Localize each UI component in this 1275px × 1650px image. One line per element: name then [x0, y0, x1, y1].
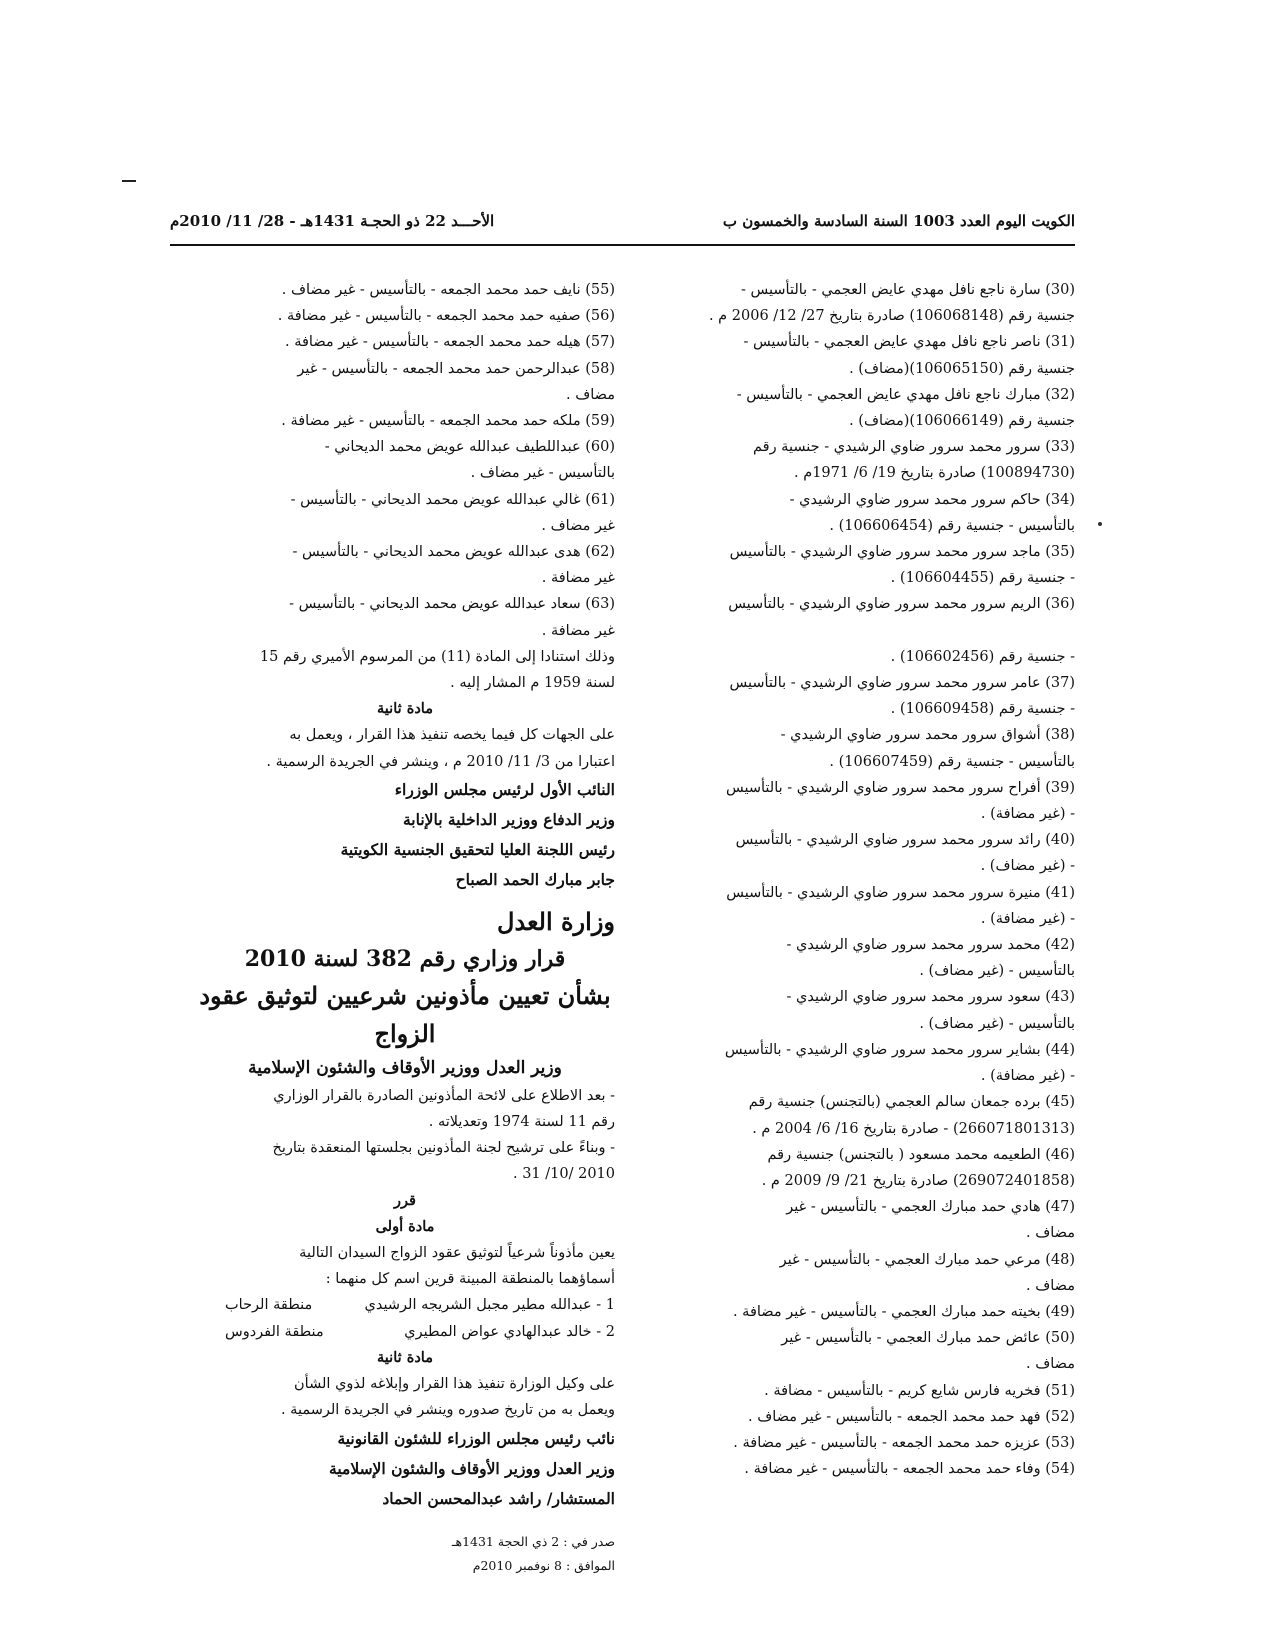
- text-line: (32) مبارك ناجع نافل مهدي عايض العجمي - بالتأسيس -: [736, 386, 1075, 403]
- preamble: [195, 1083, 615, 1188]
- text-line: (35) ماجد سرور محمد سرور ضاوي الرشيدي - بالتأسيس: [729, 544, 1075, 561]
- signature-line: المستشار/ راشد عبدالمحسن الحماد: [382, 1488, 615, 1508]
- page-header: [170, 212, 1075, 242]
- ministry-heading: وزارة العدل: [497, 906, 615, 936]
- text-line: مضاف .: [565, 386, 615, 403]
- issued-date: [195, 1530, 615, 1578]
- text-line: (37) عامر سرور محمد سرور ضاوي الرشيدي - بالتأسيس: [729, 675, 1075, 692]
- text-line: (38) أشواق سرور محمد سرور ضاوي الرشيدي -: [780, 727, 1075, 744]
- text-line: بالتأسيس - جنسية رقم (106606454) .: [829, 517, 1075, 534]
- text-line: - (غير مضاف) .: [980, 858, 1075, 875]
- text-line: (45) برده جمعان سالم العجمي (بالتجنس) جنسية رقم: [748, 1094, 1075, 1111]
- text-line: بالتأسيس - جنسية رقم (106607459) .: [829, 753, 1075, 770]
- text-line: (41) منيرة سرور محمد سرور ضاوي الرشيدي - بالتأسيس: [726, 884, 1075, 901]
- text-line: (53) عزيزه حمد محمد الجمعه - بالتأسيس - غير مضافة .: [733, 1434, 1075, 1451]
- decree-issuer: وزير العدل ووزير الأوقاف والشئون الإسلامية: [248, 1057, 562, 1078]
- signature-line: وزير الدفاع ووزير الداخلية بالإنابة: [403, 809, 615, 829]
- signature-line: رئيس اللجنة العليا لتحقيق الجنسية الكويتية: [340, 839, 615, 859]
- text-line: (48) مرعي حمد مبارك العجمي - بالتأسيس - غير: [779, 1251, 1075, 1268]
- text-line: - وبناءً على ترشيح لجنة المأذونين بجلستها المنعقدة بتاريخ: [272, 1140, 615, 1157]
- text-line: (60) عبداللطيف عبدالله عويض محمد الديحاني -: [324, 439, 615, 456]
- text-line: - جنسية رقم (106609458) .: [890, 701, 1075, 718]
- text-line: (39) أفراح سرور محمد سرور ضاوي الرشيدي - بالتأسيس: [725, 779, 1075, 796]
- text-line: مضاف .: [1025, 1356, 1075, 1373]
- text-line: - (غير مضافة) .: [980, 910, 1075, 927]
- text-line: (47) هادي حمد مبارك العجمي - بالتأسيس - غير: [786, 1199, 1075, 1216]
- text-line: (34) حاكم سرور محمد سرور ضاوي الرشيدي -: [789, 491, 1075, 508]
- signature-block-2: [195, 1424, 615, 1514]
- text-line: أسماؤهما بالمنطقة المبينة قرين اسم كل منهما :: [325, 1271, 615, 1288]
- decree-subject: بشأن تعيين مأذونين شرعيين لتوثيق عقود الزواج: [199, 980, 611, 1048]
- text-line: ويعمل به من تاريخ صدوره وينشر في الجريدة الرسمية .: [280, 1402, 615, 1419]
- text-line: غير مضاف .: [541, 517, 615, 534]
- text-line: (266071801313) - صادرة بتاريخ 16/ 6/ 2004 م .: [752, 1120, 1075, 1137]
- article2-heading: مادة ثانية: [377, 700, 433, 718]
- text-line: بالتأسيس - (غير مضاف) .: [919, 963, 1075, 980]
- article2b-heading: مادة ثانية: [377, 1348, 433, 1366]
- signature-block-1: [195, 775, 615, 895]
- text-line: على وكيل الوزارة تنفيذ هذا القرار وإبلاغه لذوي الشأن: [294, 1376, 615, 1393]
- text-line: (42) محمد سرور محمد سرور ضاوي الرشيدي -: [786, 937, 1075, 954]
- appointee-name: 2 - خالد عبدالهادي عواض المطيري: [404, 1323, 615, 1340]
- appointee-row: [195, 1292, 615, 1318]
- article1-heading: مادة أولى: [375, 1217, 435, 1235]
- text-line: غير مضافة .: [541, 622, 615, 639]
- text-line: (44) بشاير سرور محمد سرور ضاوي الرشيدي - بالتأسيس: [724, 1041, 1075, 1058]
- text-line: رقم 11 لسنة 1974 وتعديلاته .: [428, 1114, 615, 1131]
- text-line: (62) هدى عبدالله عويض محمد الديحاني - بالتأسيس -: [292, 544, 615, 561]
- text-line: (61) غالي عبدالله عويض محمد الديحاني - بالتأسيس -: [290, 491, 615, 508]
- text-line: (269072401858) صادرة بتاريخ 21/ 9/ 2009 م .: [761, 1172, 1075, 1189]
- text-line: على الجهات كل فيما يخصه تنفيذ هذا القرار ، ويعمل به: [289, 727, 615, 744]
- text-line: وذلك استنادا إلى المادة (11) من المرسوم الأميري رقم 15: [259, 648, 615, 665]
- text-line: (33) سرور محمد سرور ضاوي الرشيدي - جنسية رقم: [752, 439, 1075, 456]
- text-line: - جنسية رقم (106602456) .: [890, 648, 1075, 665]
- decided-heading: قرر: [394, 1191, 416, 1209]
- text-line: (40) رائد سرور محمد سرور ضاوي الرشيدي - بالتأسيس: [735, 832, 1075, 849]
- issued-line: الموافق : 8 نوفمبر 2010م: [472, 1557, 615, 1573]
- text-line: (31) ناصر ناجع نافل مهدي عايض العجمي - بالتأسيس -: [743, 334, 1075, 351]
- header-rule: [170, 244, 1075, 246]
- text-line: (49) بخيته حمد مبارك العجمي - بالتأسيس - غير مضافة .: [732, 1303, 1075, 1320]
- text-line: [640, 618, 1075, 644]
- text-line: 2010 /10/ 31 .: [512, 1166, 615, 1183]
- text-line: (30) سارة ناجع نافل مهدي عايض العجمي - بالتأسيس -: [741, 282, 1075, 298]
- appointee-area: منطقة الرحاب: [225, 1297, 313, 1314]
- text-line: لسنة 1959 م المشار إليه .: [450, 675, 615, 692]
- text-line: (100894730) صادرة بتاريخ 19/ 6/ 1971م .: [794, 465, 1075, 482]
- text-line: (36) الريم سرور محمد سرور ضاوي الرشيدي - بالتأسيس: [728, 596, 1075, 613]
- text-line: - جنسية رقم (106604455) .: [890, 570, 1075, 587]
- text-line: مضاف .: [1025, 1225, 1075, 1242]
- signature-line: النائب الأول لرئيس مجلس الوزراء: [394, 779, 615, 799]
- signature-line: وزير العدل ووزير الأوقاف والشئون الإسلامية: [329, 1458, 615, 1478]
- margin-mark: [122, 180, 136, 182]
- text-line: جنسية رقم (106068148) صادرة بتاريخ 27/ 12/ 2006 م .: [708, 308, 1075, 325]
- text-line: (56) صفيه حمد محمد الجمعه - بالتأسيس - غير مضافة .: [277, 308, 615, 325]
- issued-line: صدر في : 2 ذي الحجة 1431هـ: [451, 1533, 615, 1549]
- text-line: بالتأسيس - (غير مضاف) .: [919, 1015, 1075, 1032]
- text-line: (59) ملكه حمد محمد الجمعه - بالتأسيس - غير مضافة .: [281, 413, 615, 430]
- text-line: (55) نايف حمد محمد الجمعه - بالتأسيس - غير مضاف .: [281, 282, 615, 298]
- header-issue-info: الكويت اليوم العدد 1003 السنة السادسة والخمسون ب: [722, 212, 1075, 230]
- appointee-area: منطقة الفردوس: [225, 1323, 324, 1340]
- article1-text: [195, 1240, 615, 1292]
- text-line: (46) الطعيمه محمد مسعود ( بالتجنس) جنسية رقم: [767, 1146, 1075, 1163]
- text-line: (52) فهد حمد محمد الجمعه - بالتأسيس - غير مضاف .: [748, 1408, 1075, 1425]
- scan-speck: [1098, 522, 1102, 526]
- text-line: بالتأسيس - غير مضاف .: [470, 465, 615, 482]
- text-line: (58) عبدالرحمن حمد محمد الجمعه - بالتأسيس - غير: [297, 360, 615, 377]
- signature-line: نائب رئيس مجلس الوزراء للشئون القانونية: [337, 1428, 615, 1448]
- left-column: [195, 277, 615, 1578]
- appointees-list: [195, 1292, 615, 1344]
- right-column: [640, 277, 1075, 1482]
- decree-title: قرار وزاري رقم 382 لسنة 2010: [244, 945, 566, 972]
- text-line: اعتبارا من 3/ 11/ 2010 م ، وينشر في الجريدة الرسمية .: [266, 753, 615, 770]
- left-top-list: [195, 277, 615, 696]
- text-line: مضاف .: [1025, 1277, 1075, 1294]
- text-line: (51) فخريه فارس شايع كريم - بالتأسيس - مضافة .: [764, 1382, 1075, 1399]
- text-line: جنسية رقم (106065150)(مضاف) .: [849, 360, 1075, 377]
- text-line: جنسية رقم (106066149)(مضاف) .: [849, 413, 1075, 430]
- text-line: - (غير مضافة) .: [980, 806, 1075, 823]
- appointee-row: [195, 1319, 615, 1345]
- appointee-name: 1 - عبدالله مطير مجبل الشريجه الرشيدي: [364, 1297, 615, 1314]
- text-line: غير مضافة .: [541, 570, 615, 587]
- text-line: (54) وفاء حمد محمد الجمعه - بالتأسيس - غير مضافة .: [744, 1461, 1075, 1478]
- text-line: (50) عائض حمد مبارك العجمي - بالتأسيس - غير: [781, 1330, 1075, 1347]
- signature-line: جابر مبارك الحمد الصباح: [455, 869, 615, 889]
- text-line: يعين مأذوناً شرعياً لتوثيق عقود الزواج السيدان التالية: [299, 1245, 615, 1262]
- article2-text: [195, 722, 615, 774]
- text-line: (63) سعاد عبدالله عويض محمد الديحاني - بالتأسيس -: [289, 596, 615, 613]
- text-line: - بعد الاطلاع على لائحة المأذونين الصادرة بالقرار الوزاري: [273, 1087, 615, 1104]
- text-line: - (غير مضافة) .: [980, 1068, 1075, 1085]
- header-date: الأحـــد 22 ذو الحجـة 1431هـ - 28/ 11/ 2010م: [170, 212, 495, 230]
- text-line: (57) هيله حمد محمد الجمعه - بالتأسيس - غير مضافة .: [284, 334, 615, 351]
- article2b-text: [195, 1371, 615, 1423]
- text-line: (43) سعود سرور محمد سرور ضاوي الرشيدي -: [786, 989, 1075, 1006]
